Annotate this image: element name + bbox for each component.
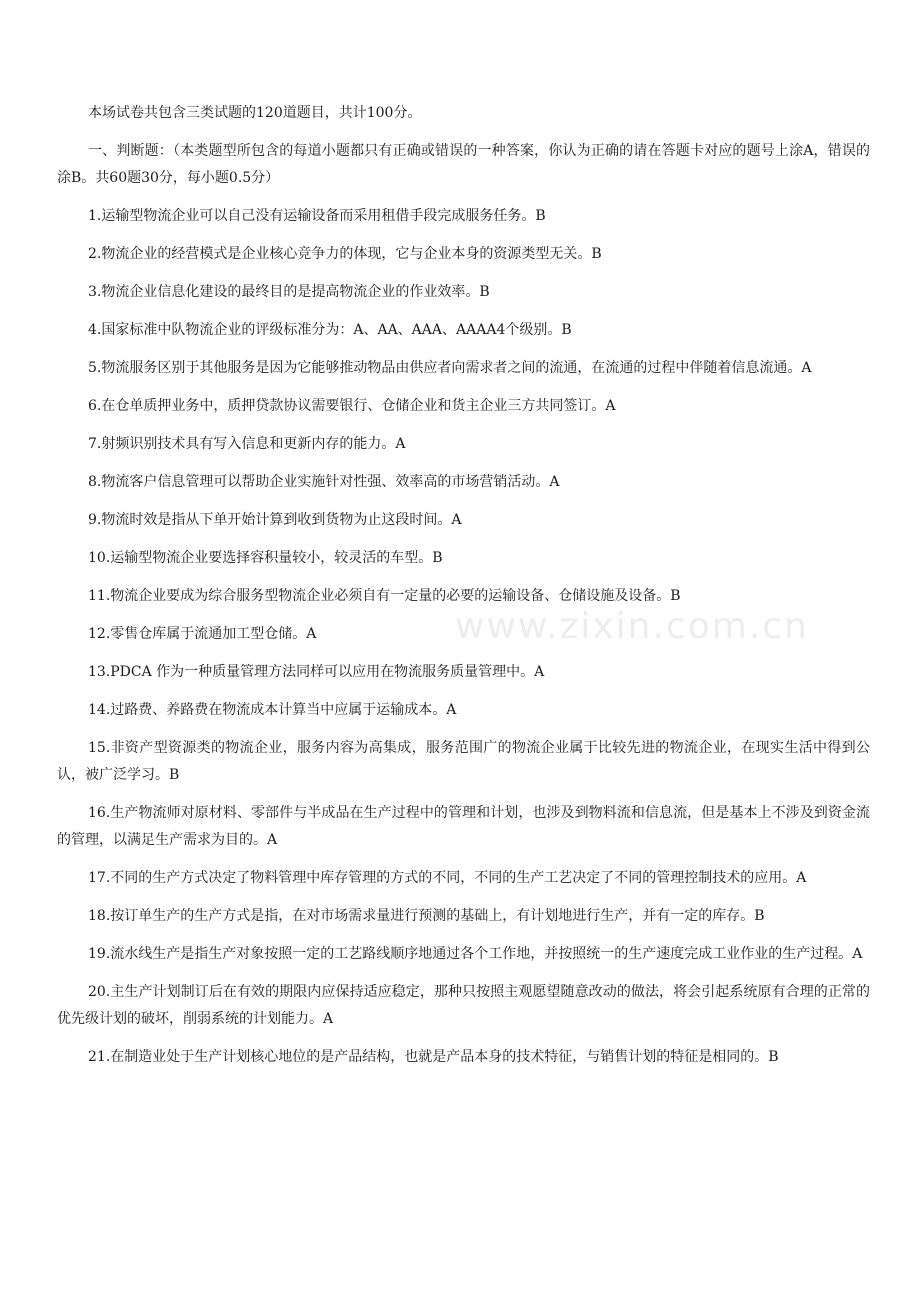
question-item: 1.运输型物流企业可以自己没有运输设备而采用租借手段完成服务任务。B bbox=[88, 208, 546, 224]
question-item: 7.射频识别技术具有写入信息和更新内存的能力。A bbox=[88, 436, 406, 452]
question-item: 16.生产物流师对原材料、零部件与半成品在生产过程中的管理和计划，也涉及到物料流和信息流，但是基本上不涉及到资金流的管理，以满足生产需求为目的。A bbox=[57, 805, 870, 848]
section-heading: 一、判断题：（本类题型所包含的每道小题都只有正确或错误的一种答案，你认为正确的请在答题卡对应的题号上涂A，错误的涂B。共60题30分，每小题0.5分） bbox=[57, 143, 870, 186]
question-item: 18.按订单生产的生产方式是指，在对市场需求量进行预测的基础上，有计划地进行生产，并有一定的库存。B bbox=[88, 908, 765, 924]
question-item: 20.主生产计划制订后在有效的期限内应保持适应稳定，那种只按照主观愿望随意改动的做法，将会引起系统原有合理的正常的优先级计划的破坏，削弱系统的计划能力。A bbox=[57, 984, 870, 1027]
question-item: 11.物流企业要成为综合服务型物流企业必须自有一定量的必要的运输设备、仓储设施及设备。B bbox=[88, 588, 681, 604]
question-item: 21.在制造业处于生产计划核心地位的是产品结构，也就是产品本身的技术特征，与销售计划的特征是相同的。B bbox=[88, 1049, 779, 1065]
question-item: 13.PDCA 作为一种质量管理方法同样可以应用在物流服务质量管理中。A bbox=[88, 664, 545, 680]
question-item: 8.物流客户信息管理可以帮助企业实施针对性强、效率高的市场营销活动。A bbox=[88, 474, 560, 490]
exam-intro: 本场试卷共包含三类试题的120道题目，共计100分。 bbox=[88, 105, 422, 121]
question-item: 5.物流服务区别于其他服务是因为它能够推动物品由供应者向需求者之间的流通，在流通的过程中伴随着信息流通。A bbox=[88, 360, 812, 376]
question-item: 19.流水线生产是指生产对象按照一定的工艺路线顺序地通过各个工作地，并按照统一的生产速度完成工业作业的生产过程。A bbox=[88, 946, 863, 962]
question-item: 14.过路费、养路费在物流成本计算当中应属于运输成本。A bbox=[88, 702, 457, 718]
document-body bbox=[57, 100, 870, 1082]
watermark: www.zixin.com.cn bbox=[455, 606, 809, 647]
question-item: 4.国家标准中队物流企业的评级标准分为：A、AA、AAA、AAAA4个级别。B bbox=[88, 322, 572, 338]
question-item: 12.零售仓库属于流通加工型仓储。A bbox=[88, 626, 317, 642]
question-item: 6.在仓单质押业务中，质押贷款协议需要银行、仓储企业和货主企业三方共同签订。A bbox=[88, 398, 616, 414]
question-item: 2.物流企业的经营模式是企业核心竞争力的体现，它与企业本身的资源类型无关。B bbox=[88, 246, 602, 262]
question-item: 9.物流时效是指从下单开始计算到收到货物为止这段时间。A bbox=[88, 512, 462, 528]
question-item: 17.不同的生产方式决定了物料管理中库存管理的方式的不同，不同的生产工艺决定了不同的管理控制技术的应用。A bbox=[88, 870, 807, 886]
question-item: 10.运输型物流企业要选择容积量较小，较灵活的车型。B bbox=[88, 550, 443, 566]
question-item: 15.非资产型资源类的物流企业，服务内容为高集成，服务范围广的物流企业属于比较先进的物流企业，在现实生活中得到公认，被广泛学习。B bbox=[57, 740, 870, 783]
question-item: 3.物流企业信息化建设的最终目的是提高物流企业的作业效率。B bbox=[88, 284, 490, 300]
